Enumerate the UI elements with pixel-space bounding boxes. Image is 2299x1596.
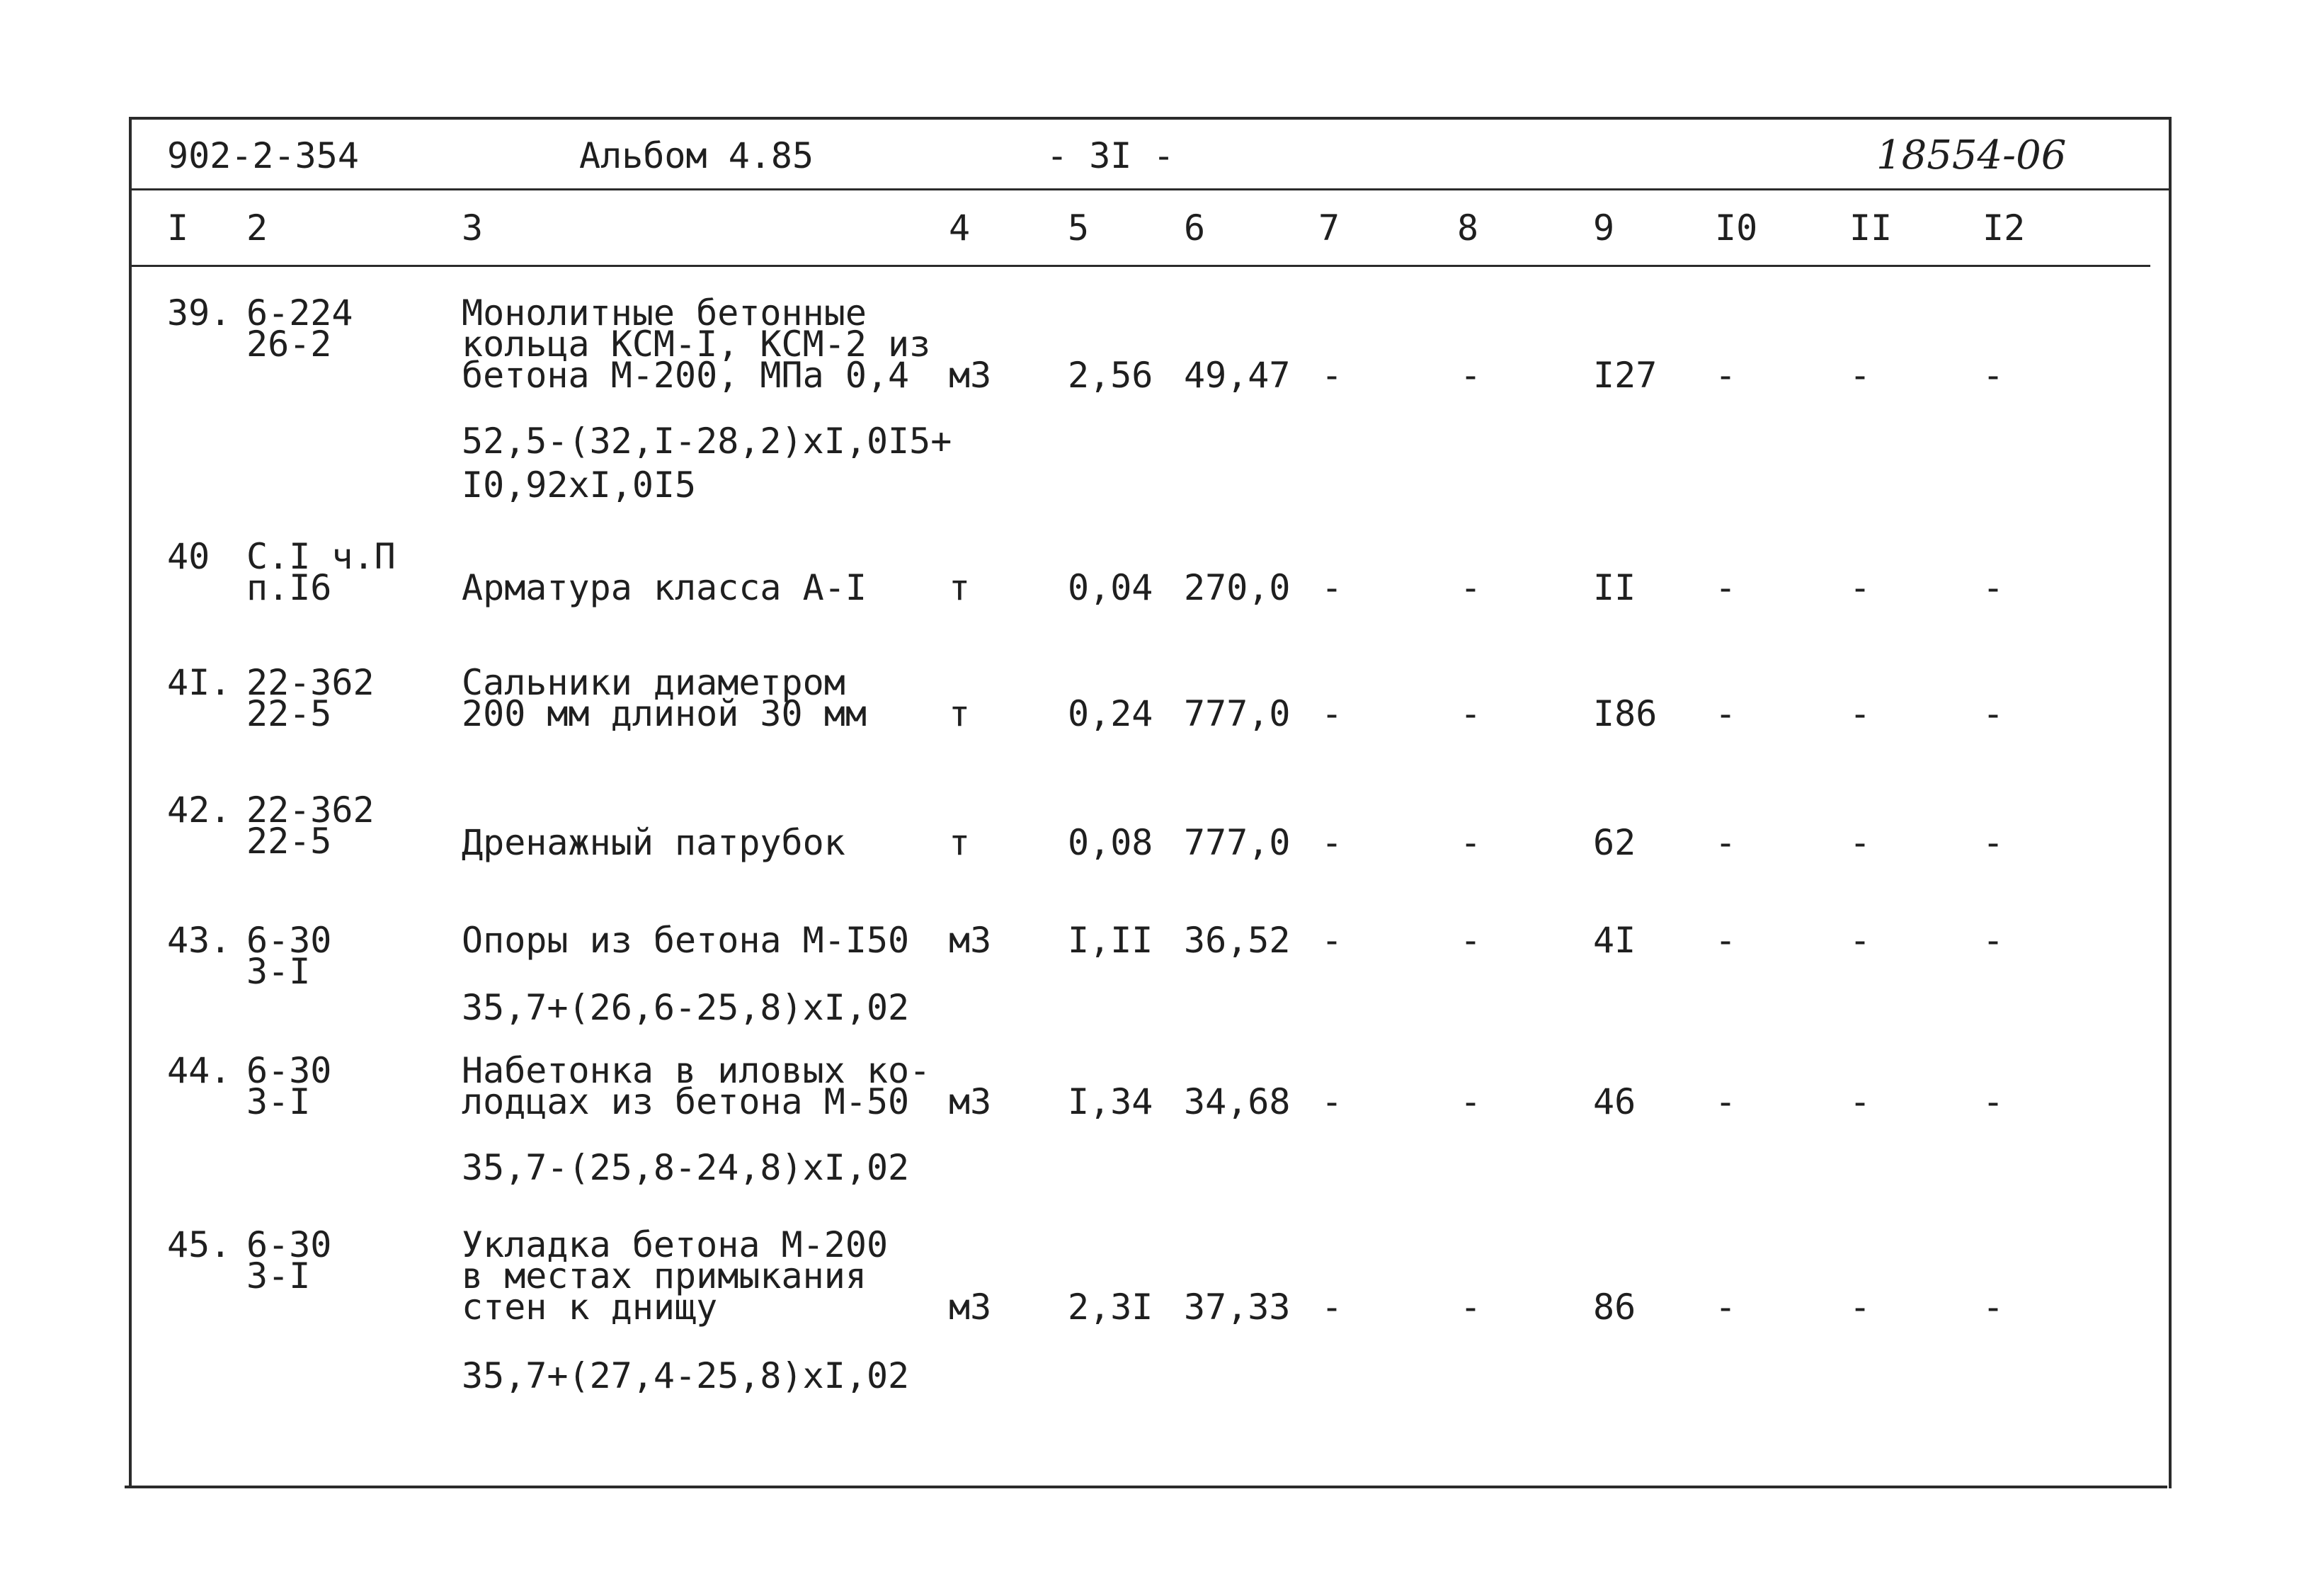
cell-8: -: [1460, 1287, 1482, 1328]
cell-7: -: [1321, 1081, 1343, 1122]
cell-12: -: [1983, 693, 2004, 734]
column-number: 6: [1184, 207, 1206, 249]
cell-12: -: [1983, 355, 2004, 396]
cell-7: -: [1321, 567, 1343, 608]
cell-9: 4I: [1593, 920, 1636, 961]
cell-9: II: [1593, 567, 1636, 608]
norm-code: 6-30: [246, 1224, 332, 1265]
column-number: 7: [1318, 207, 1340, 249]
cell-11: -: [1849, 822, 1871, 863]
norm-code: С.I ч.П: [246, 536, 396, 577]
cell-9: 46: [1593, 1081, 1636, 1122]
item-description: в местах примыкания: [462, 1255, 867, 1296]
cell-9: I86: [1593, 693, 1658, 734]
norm-code: 22-5: [246, 693, 332, 734]
cell-11: -: [1849, 567, 1871, 608]
unit: т: [949, 693, 971, 734]
item-description: Дренажный патрубок: [462, 822, 845, 863]
row-number: 43.: [167, 920, 232, 961]
page-number: - 3I -: [1046, 135, 1175, 176]
cell-12: -: [1983, 1081, 2004, 1122]
calculation-line: 35,7+(27,4-25,8)xI,02: [462, 1355, 910, 1396]
item-description: Монолитные бетонные: [462, 292, 867, 334]
cell-10: -: [1715, 822, 1737, 863]
item-description: лодцах из бетона М-50: [462, 1081, 910, 1122]
cell-12: -: [1983, 822, 2004, 863]
cell-11: -: [1849, 355, 1871, 396]
row-number: 4I.: [167, 662, 232, 703]
frame-column-rule: [129, 265, 2150, 267]
cell-12: -: [1983, 567, 2004, 608]
cell-12: -: [1983, 1287, 2004, 1328]
cell-10: -: [1715, 1287, 1737, 1328]
norm-code: 6-30: [246, 1050, 332, 1091]
row-number: 42.: [167, 790, 232, 831]
item-description: Сальники диаметром: [462, 662, 845, 703]
unit: м3: [949, 1287, 992, 1328]
cell-7: -: [1321, 693, 1343, 734]
unit-price: 36,52: [1184, 920, 1291, 961]
unit-price: 37,33: [1184, 1287, 1291, 1328]
column-number: I0: [1715, 207, 1758, 249]
album-label: Альбом 4.85: [579, 135, 814, 176]
cell-10: -: [1715, 355, 1737, 396]
quantity: 0,24: [1068, 693, 1153, 734]
calculation-line: 35,7+(26,6-25,8)xI,02: [462, 987, 910, 1028]
calculation-line: 35,7-(25,8-24,8)xI,02: [462, 1147, 910, 1188]
unit-price: 49,47: [1184, 355, 1291, 396]
item-description: бетона М-200, МПа 0,4: [462, 355, 910, 396]
frame-bottom-line: [125, 1486, 2167, 1488]
cell-9: 62: [1593, 822, 1636, 863]
unit: м3: [949, 1081, 992, 1122]
quantity: 2,56: [1068, 355, 1153, 396]
frame-left-line: [129, 117, 132, 1488]
column-number: 4: [949, 207, 971, 249]
cell-8: -: [1460, 567, 1482, 608]
cell-11: -: [1849, 693, 1871, 734]
column-number: 2: [246, 207, 268, 249]
frame-top-line: [129, 117, 2172, 120]
unit: т: [949, 567, 971, 608]
cell-9: 86: [1593, 1287, 1636, 1328]
unit: м3: [949, 920, 992, 961]
item-description: Укладка бетона М-200: [462, 1224, 889, 1265]
row-number: 45.: [167, 1224, 232, 1265]
unit-price: 777,0: [1184, 693, 1291, 734]
column-number: 8: [1457, 207, 1479, 249]
norm-code: 6-224: [246, 292, 353, 334]
cell-8: -: [1460, 693, 1482, 734]
cell-7: -: [1321, 1287, 1343, 1328]
cell-7: -: [1321, 822, 1343, 863]
item-description: 200 мм длиной 30 мм: [462, 693, 867, 734]
calculation-line: I0,92xI,0I5: [462, 464, 697, 506]
column-number: I2: [1983, 207, 2026, 249]
norm-code: 26-2: [246, 324, 332, 365]
item-description: Опоры из бетона М-I50: [462, 920, 910, 961]
cell-11: -: [1849, 1081, 1871, 1122]
inventory-number: 18554-06: [1876, 132, 2067, 178]
calculation-line: 52,5-(32,I-28,2)xI,0I5+: [462, 421, 952, 462]
cell-7: -: [1321, 355, 1343, 396]
norm-code: 3-I: [246, 951, 311, 992]
item-description: стен к днищу: [462, 1287, 718, 1328]
cell-7: -: [1321, 920, 1343, 961]
cell-12: -: [1983, 920, 2004, 961]
cell-10: -: [1715, 693, 1737, 734]
item-description: Арматура класса А-I: [462, 567, 867, 608]
cell-10: -: [1715, 1081, 1737, 1122]
quantity: I,34: [1068, 1081, 1153, 1122]
frame-header-rule: [129, 188, 2172, 190]
unit-price: 270,0: [1184, 567, 1291, 608]
row-number: 40: [167, 536, 210, 577]
column-number: I: [167, 207, 189, 249]
row-number: 44.: [167, 1050, 232, 1091]
cell-9: I27: [1593, 355, 1658, 396]
norm-code: 6-30: [246, 920, 332, 961]
unit: м3: [949, 355, 992, 396]
norm-code: 3-I: [246, 1081, 311, 1122]
cell-11: -: [1849, 920, 1871, 961]
norm-code: 22-362: [246, 662, 375, 703]
column-number: II: [1849, 207, 1893, 249]
column-number: 9: [1593, 207, 1615, 249]
quantity: I,II: [1068, 920, 1153, 961]
unit: т: [949, 822, 971, 863]
cell-8: -: [1460, 822, 1482, 863]
norm-code: п.I6: [246, 567, 332, 608]
frame-right-line: [2169, 117, 2172, 1488]
column-number: 5: [1068, 207, 1090, 249]
cell-10: -: [1715, 567, 1737, 608]
cell-8: -: [1460, 1081, 1482, 1122]
norm-code: 22-5: [246, 821, 332, 862]
quantity: 0,08: [1068, 822, 1153, 863]
item-description: Набетонка в иловых ко-: [462, 1050, 931, 1091]
quantity: 2,3I: [1068, 1287, 1153, 1328]
norm-code: 3-I: [246, 1255, 311, 1296]
cell-8: -: [1460, 355, 1482, 396]
item-description: кольца КСМ-I, КСМ-2 из: [462, 324, 931, 365]
cell-11: -: [1849, 1287, 1871, 1328]
unit-price: 777,0: [1184, 822, 1291, 863]
document-code: 902-2-354: [167, 135, 359, 176]
norm-code: 22-362: [246, 790, 375, 831]
unit-price: 34,68: [1184, 1081, 1291, 1122]
cell-10: -: [1715, 920, 1737, 961]
column-number: 3: [462, 207, 484, 249]
cell-8: -: [1460, 920, 1482, 961]
quantity: 0,04: [1068, 567, 1153, 608]
row-number: 39.: [167, 292, 232, 334]
